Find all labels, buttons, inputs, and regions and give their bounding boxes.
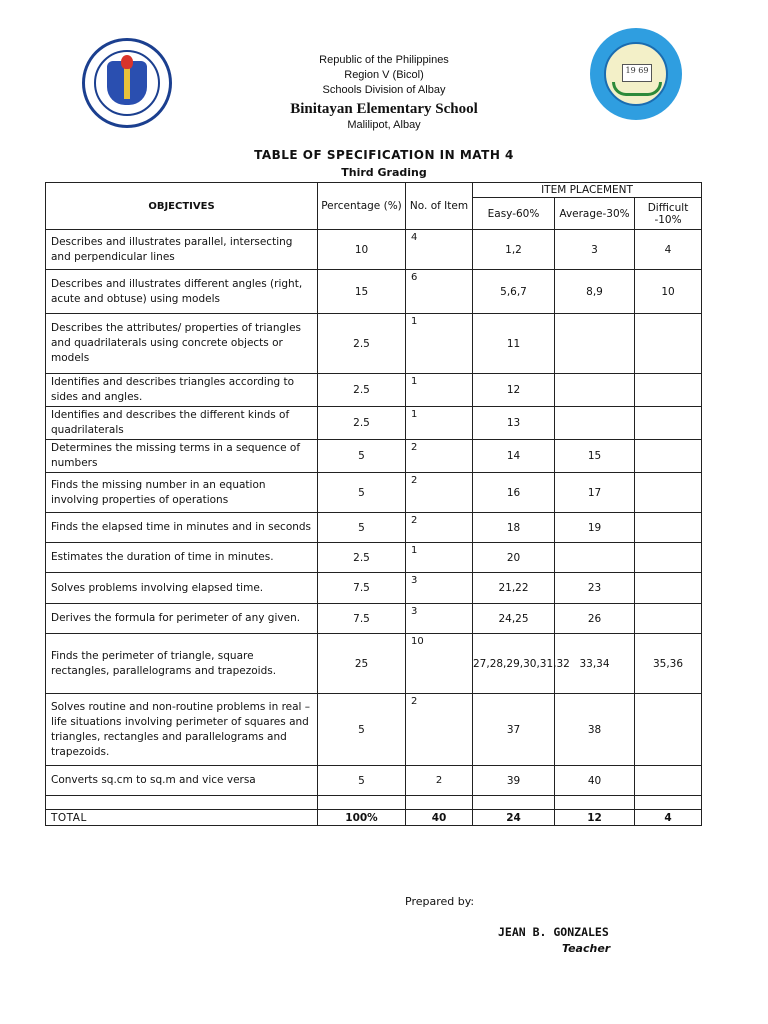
document-subtitle: Third Grading	[341, 166, 427, 179]
percentage-cell: 2.5	[318, 374, 406, 407]
percentage-cell: 2.5	[318, 407, 406, 440]
items-cell: 2	[406, 513, 473, 543]
empty-cell	[318, 796, 406, 810]
easy-cell: 37	[473, 694, 555, 766]
percentage-cell: 5	[318, 766, 406, 796]
table-row	[46, 440, 702, 473]
average-cell	[555, 407, 635, 440]
easy-cell: 12	[473, 374, 555, 407]
header-line-1: Republic of the Philippines	[319, 54, 449, 66]
total-easy: 24	[473, 810, 555, 826]
items-cell: 1	[406, 314, 473, 374]
percentage-cell: 5	[318, 513, 406, 543]
average-cell: 19	[555, 513, 635, 543]
items-cell: 10	[406, 634, 473, 694]
average-cell: 8,9	[555, 270, 635, 314]
easy-cell: 1,2	[473, 230, 555, 270]
difficult-cell: 35,36	[635, 634, 702, 694]
average-cell	[555, 374, 635, 407]
table-row	[46, 513, 702, 543]
easy-cell: 13	[473, 407, 555, 440]
specification-table	[45, 182, 702, 826]
table-row	[46, 374, 702, 407]
document-title: TABLE OF SPECIFICATION IN MATH 4	[254, 148, 514, 162]
percentage-cell: 5	[318, 473, 406, 513]
easy-cell: 11	[473, 314, 555, 374]
objective-cell: Estimates the duration of time in minutes.	[46, 543, 318, 573]
items-cell: 2	[406, 694, 473, 766]
header-difficult: Difficult -10%	[635, 198, 702, 230]
average-cell: 40	[555, 766, 635, 796]
difficult-cell: 4	[635, 230, 702, 270]
average-cell: 23	[555, 573, 635, 604]
table-row	[46, 694, 702, 766]
percentage-cell: 5	[318, 694, 406, 766]
easy-cell: 21,22	[473, 573, 555, 604]
difficult-cell	[635, 694, 702, 766]
easy-cell: 20	[473, 543, 555, 573]
average-cell: 15	[555, 440, 635, 473]
objective-cell: Describes the attributes/ properties of triangles and quadrilaterals using concrete objects or models	[46, 314, 318, 374]
average-cell	[555, 314, 635, 374]
items-cell: 2	[406, 440, 473, 473]
header-line-3: Schools Division of Albay	[322, 84, 446, 96]
average-cell: 33,34	[555, 634, 635, 694]
prepared-by-label: Prepared by:	[405, 895, 475, 908]
total-average: 12	[555, 810, 635, 826]
empty-cell	[555, 796, 635, 810]
percentage-cell: 2.5	[318, 314, 406, 374]
average-cell: 38	[555, 694, 635, 766]
objective-cell: Determines the missing terms in a sequence of numbers	[46, 440, 318, 473]
objective-cell: Identifies and describes the different kinds of quadrilaterals	[46, 407, 318, 440]
items-cell: 1	[406, 374, 473, 407]
table-row	[46, 604, 702, 634]
easy-cell: 27,28,29,30,31,32	[473, 634, 555, 694]
average-cell	[555, 543, 635, 573]
difficult-cell: 10	[635, 270, 702, 314]
objective-cell: Converts sq.cm to sq.m and vice versa	[46, 766, 318, 796]
difficult-cell	[635, 314, 702, 374]
objective-cell: Solves problems involving elapsed time.	[46, 573, 318, 604]
objective-cell: Derives the formula for perimeter of any given.	[46, 604, 318, 634]
percentage-cell: 7.5	[318, 573, 406, 604]
percentage-cell: 25	[318, 634, 406, 694]
average-cell: 17	[555, 473, 635, 513]
table-row	[46, 543, 702, 573]
total-difficult: 4	[635, 810, 702, 826]
difficult-cell	[635, 573, 702, 604]
average-cell: 26	[555, 604, 635, 634]
teacher-role: Teacher	[562, 942, 611, 955]
average-cell: 3	[555, 230, 635, 270]
objective-cell: Solves routine and non-routine problems in real –life situations involving perimeter of squares and triangles, rectangles and parallelograms and trapezoids.	[46, 694, 318, 766]
header-no-item: No. of Item	[406, 183, 473, 230]
percentage-cell: 10	[318, 230, 406, 270]
header-average: Average-30%	[555, 198, 635, 230]
easy-cell: 14	[473, 440, 555, 473]
percentage-cell: 2.5	[318, 543, 406, 573]
objective-cell: Describes and illustrates different angles (right, acute and obtuse) using models	[46, 270, 318, 314]
total-row	[46, 810, 702, 826]
items-cell: 3	[406, 573, 473, 604]
objective-cell: Describes and illustrates parallel, intersecting and perpendicular lines	[46, 230, 318, 270]
objective-cell: Finds the missing number in an equation involving properties of operations	[46, 473, 318, 513]
items-cell: 3	[406, 604, 473, 634]
table-row	[46, 230, 702, 270]
easy-cell: 39	[473, 766, 555, 796]
items-cell: 2	[406, 473, 473, 513]
empty-cell	[406, 796, 473, 810]
difficult-cell	[635, 440, 702, 473]
objective-cell: Identifies and describes triangles according to sides and angles.	[46, 374, 318, 407]
teacher-name: JEAN B. GONZALES	[498, 925, 609, 939]
header-easy: Easy-60%	[473, 198, 555, 230]
table-row	[46, 270, 702, 314]
difficult-cell	[635, 374, 702, 407]
difficult-cell	[635, 513, 702, 543]
table-row	[46, 634, 702, 694]
table-row	[46, 473, 702, 513]
school-name: Binitayan Elementary School	[290, 101, 478, 117]
school-location: Malilipot, Albay	[347, 119, 421, 131]
items-cell: 4	[406, 230, 473, 270]
header-objectives: OBJECTIVES	[46, 183, 318, 230]
seal-year: 19 69	[625, 66, 649, 75]
difficult-cell	[635, 543, 702, 573]
easy-cell: 5,6,7	[473, 270, 555, 314]
table-row	[46, 314, 702, 374]
table-row	[46, 766, 702, 796]
header-item-placement: ITEM PLACEMENT	[473, 183, 702, 198]
objective-cell: Finds the perimeter of triangle, square rectangles, parallelograms and trapezoids.	[46, 634, 318, 694]
empty-row	[46, 796, 702, 810]
table-row	[46, 573, 702, 604]
easy-cell: 18	[473, 513, 555, 543]
items-cell: 1	[406, 543, 473, 573]
easy-cell: 24,25	[473, 604, 555, 634]
total-percentage: 100%	[318, 810, 406, 826]
difficult-cell	[635, 604, 702, 634]
objective-cell: Finds the elapsed time in minutes and in seconds	[46, 513, 318, 543]
items-cell: 1	[406, 407, 473, 440]
percentage-cell: 15	[318, 270, 406, 314]
total-items: 40	[406, 810, 473, 826]
percentage-cell: 7.5	[318, 604, 406, 634]
total-label: TOTAL	[46, 810, 318, 826]
table-row	[46, 407, 702, 440]
difficult-cell	[635, 473, 702, 513]
items-cell: 2	[406, 766, 473, 796]
difficult-cell	[635, 766, 702, 796]
empty-cell	[473, 796, 555, 810]
difficult-cell	[635, 407, 702, 440]
items-cell: 6	[406, 270, 473, 314]
percentage-cell: 5	[318, 440, 406, 473]
easy-cell: 16	[473, 473, 555, 513]
header-line-2: Region V (Bicol)	[344, 69, 424, 81]
empty-cell	[635, 796, 702, 810]
empty-cell	[46, 796, 318, 810]
header-percentage: Percentage (%)	[318, 183, 406, 230]
